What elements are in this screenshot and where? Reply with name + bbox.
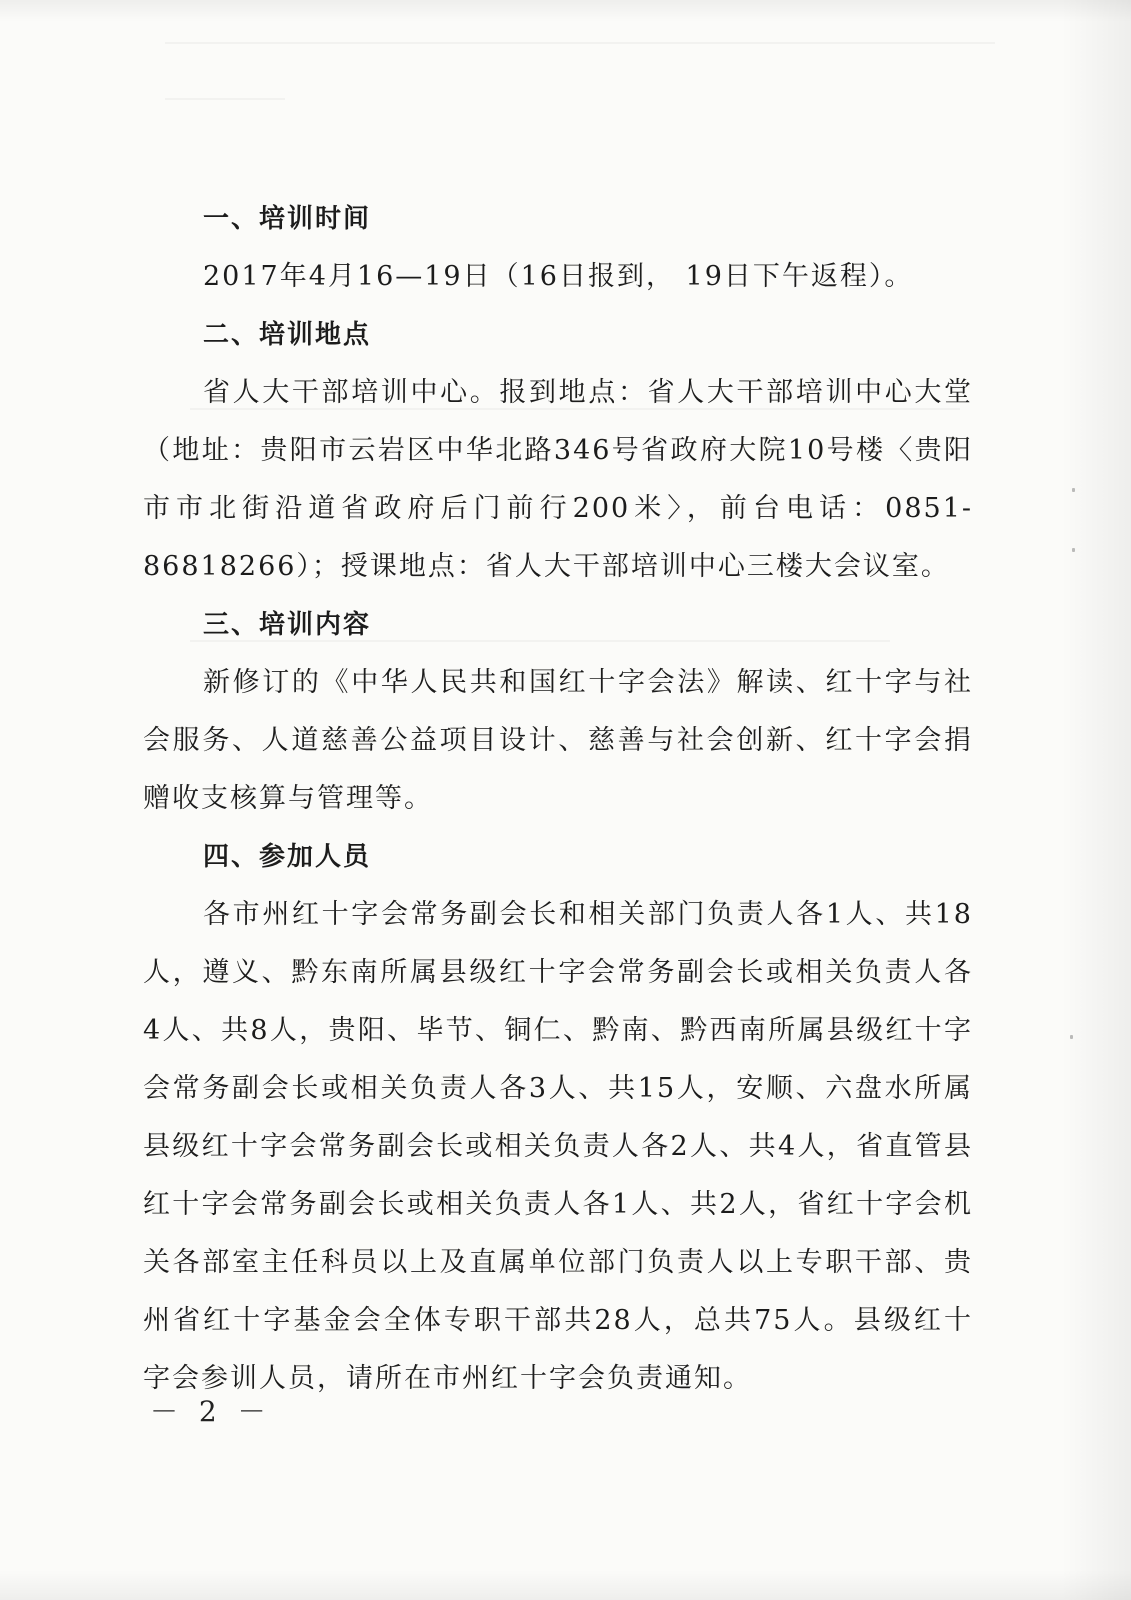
section-heading-content: 三、培训内容	[203, 610, 372, 640]
scan-shadow-top	[0, 0, 1131, 22]
section-heading-time: 一、培训时间	[203, 204, 372, 234]
scan-shadow-right	[1061, 0, 1131, 1600]
section-heading-participants: 四、参加人员	[203, 842, 372, 872]
scan-shadow-bottom	[0, 1570, 1131, 1600]
paragraph-participants: 各市州红十字会常务副会长和相关部门负责人各1人、共18人，遵义、黔东南所属县级红十字会常务副会长或相关负责人各4人、共8人，贵阳、毕节、铜仁、黔南、黔西南所属县级红十字会常务副会长或相关负责人各3人、共15人，安顺、六盘水所属县级红十字会常务副会长或相关负责人各2人、共4人，省直管县红十字会常务副会长或相关负责人各1人、共2人，省红十字会机关各部室主任科员以上及直属单位部门负责人以上专职干部、贵州省红十字基金会全体专职干部共28人，总共75人。县级红十字会参训人员，请所在市州红十字会负责通知。	[143, 899, 973, 1394]
scan-speck	[1072, 488, 1075, 492]
scan-speck	[1070, 1035, 1073, 1039]
bleed-through-line	[165, 42, 995, 44]
section-heading-location: 二、培训地点	[203, 320, 372, 350]
paragraph-location: 省人大干部培训中心。报到地点：省人大干部培训中心大堂（地址：贵阳市云岩区中华北路346号省政府大院10号楼〈贵阳市市北街沿道省政府后门前行200米〉，前台电话：0851-86818266）；授课地点：省人大干部培训中心三楼大会议室。	[143, 377, 973, 582]
bleed-through-line	[165, 98, 285, 100]
document-body	[143, 190, 973, 1408]
page-number: － 2 －	[150, 1395, 272, 1428]
paragraph-content: 新修订的《中华人民共和国红十字会法》解读、红十字与社会服务、人道慈善公益项目设计、慈善与社会创新、红十字会捐赠收支核算与管理等。	[143, 667, 973, 814]
paragraph-time: 2017年4月16—19日（16日报到， 19日下午返程）。	[203, 261, 914, 292]
scan-speck	[1072, 548, 1075, 552]
